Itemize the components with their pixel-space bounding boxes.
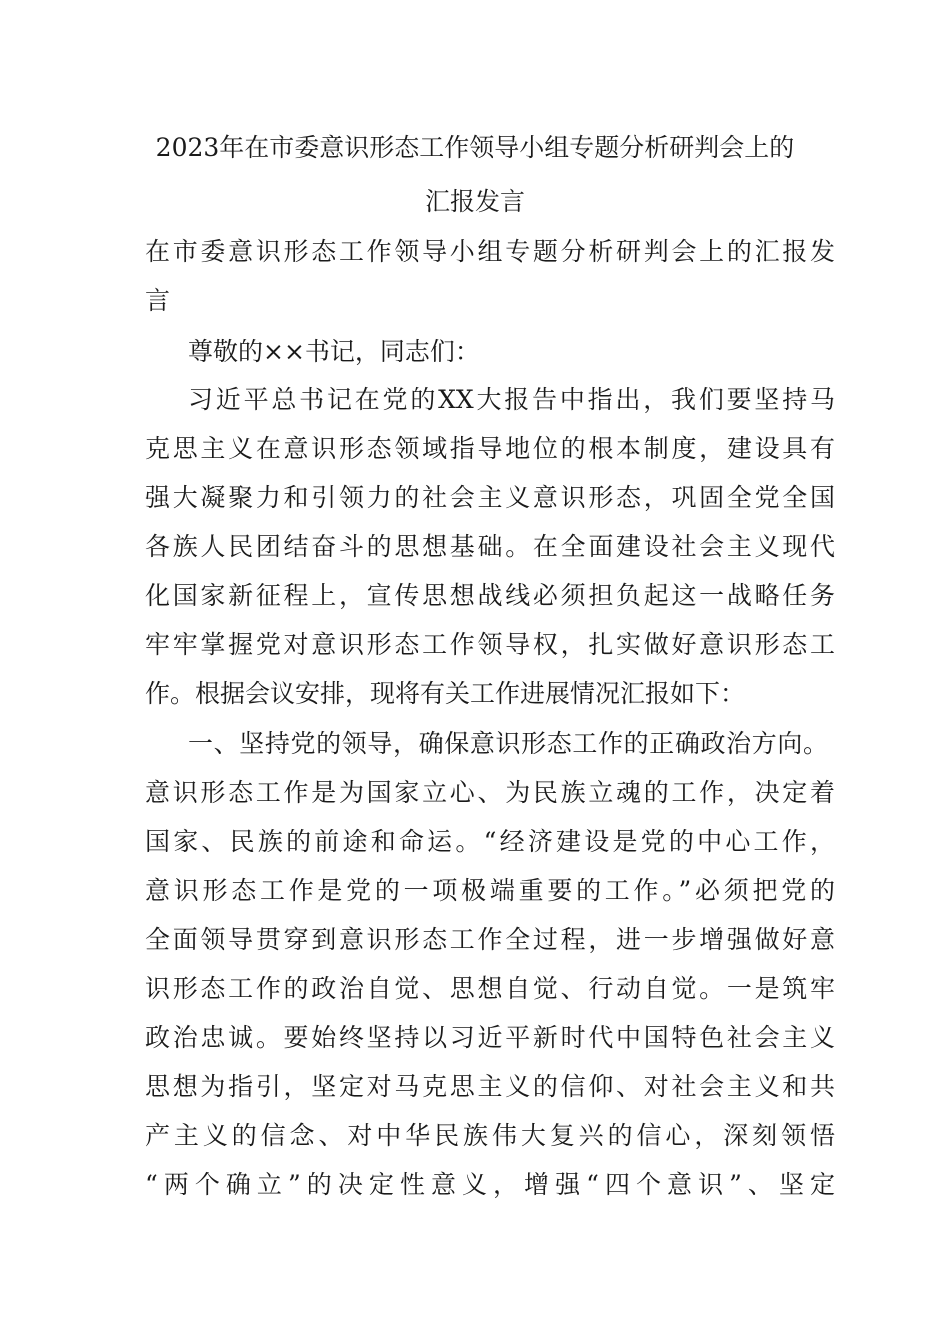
subtitle-line-2: 言 [145, 286, 171, 315]
paragraph-1-line: 化国家新征程上，宣传思想战线必须担负起这一战略任务 [145, 581, 835, 610]
paragraph-2-line: 思想为指引，坚定对马克思主义的信仰、对社会主义和共 [145, 1072, 835, 1101]
paragraph-1-line: 牢牢掌握党对意识形态工作领导权，扎实做好意识形态工 [145, 630, 835, 659]
paragraph-2-line: 一、坚持党的领导，确保意识形态工作的正确政治方向。 [188, 729, 828, 758]
paragraph-2-line: 全面领导贯穿到意识形态工作全过程，进一步增强做好意 [145, 925, 835, 954]
paragraph-1-line: 强大凝聚力和引领力的社会主义意识形态，巩固全党全国 [145, 483, 835, 512]
paragraph-2-line: “两个确立”的决定性意义，增强“四个意识”、坚定 [145, 1170, 835, 1199]
paragraph-1-line: 克思主义在意识形态领域指导地位的根本制度，建设具有 [145, 434, 835, 463]
paragraph-1-line: 各族人民团结奋斗的思想基础。在全面建设社会主义现代 [145, 532, 835, 561]
paragraph-1-line: 习近平总书记在党的XX大报告中指出，我们要坚持马 [188, 385, 835, 414]
paragraph-2-line: 识形态工作的政治自觉、思想自觉、行动自觉。一是筑牢 [145, 974, 835, 1003]
paragraph-2-line: 政治忠诚。要始终坚持以习近平新时代中国特色社会主义 [145, 1023, 835, 1052]
paragraph-2-line: 国家、民族的前途和命运。“经济建设是党的中心工作， [145, 827, 835, 856]
paragraph-2-line: 产主义的信念、对中华民族伟大复兴的信心，深刻领悟 [145, 1121, 835, 1150]
paragraph-2-line: 意识形态工作是为国家立心、为民族立魂的工作，决定着 [145, 778, 835, 807]
document-title-line-2: 汇报发言 [424, 187, 525, 216]
paragraph-2-line: 意识形态工作是党的一项极端重要的工作。”必须把党的 [145, 876, 835, 905]
document-title-line-1: 2023年在市委意识形态工作领导小组专题分析研判会上的 [155, 133, 795, 162]
subtitle-line-1: 在市委意识形态工作领导小组专题分析研判会上的汇报发 [145, 237, 835, 266]
salutation: 尊敬的××书记，同志们： [188, 337, 480, 366]
paragraph-1-line: 作。根据会议安排，现将有关工作进展情况汇报如下： [145, 679, 746, 708]
